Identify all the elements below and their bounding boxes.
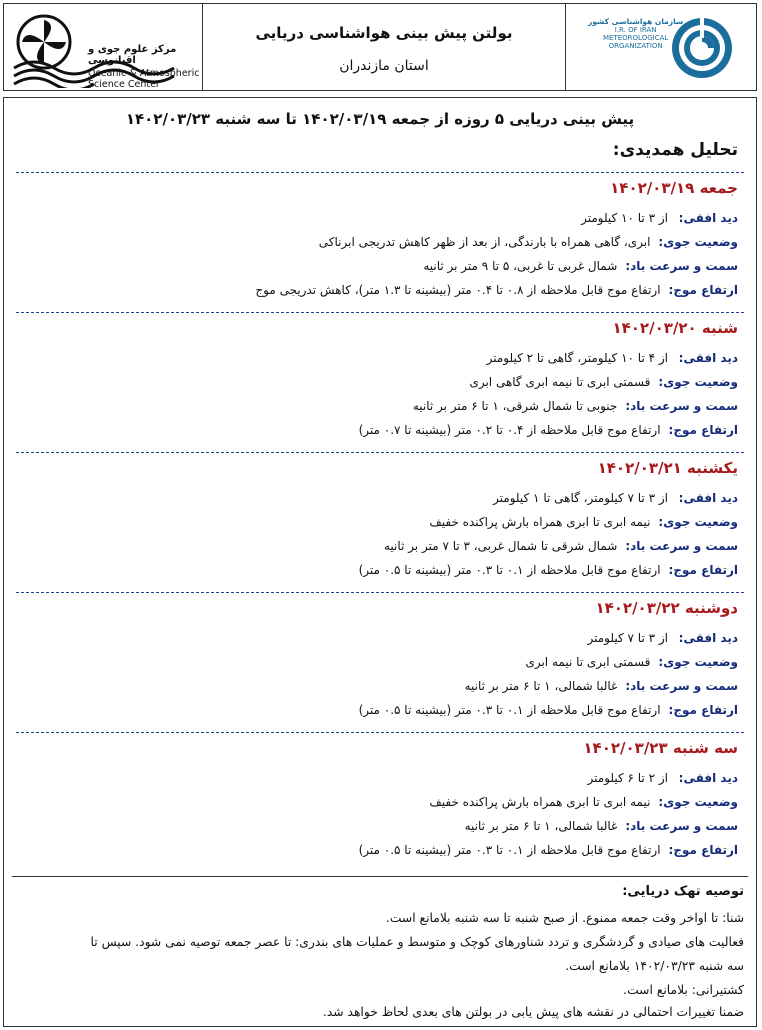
- wave-value: ارتفاع موج قابل ملاحظه از ۰.۱ تا ۰.۳ متر (بیشینه تا ۰.۵ متر): [358, 563, 661, 577]
- wind-value: جنوبی تا شمال شرقی، ۱ تا ۶ متر بر ثانیه: [412, 399, 618, 413]
- wave-row: [255, 283, 738, 297]
- wave-label: ارتفاع موج:: [668, 843, 738, 857]
- wind-row: [413, 399, 738, 413]
- advice-line: شنا: تا اواخر وقت جمعه ممنوع. از صبح شنبه تا سه شنبه بلامانع است.: [385, 911, 744, 925]
- visibility-label: دید افقی:: [678, 631, 738, 645]
- wind-row: [423, 259, 738, 273]
- weather-value: قسمتی ابری تا نیمه ابری: [525, 655, 651, 669]
- visibility-value: از ۴ تا ۱۰ کیلومتر، گاهی تا ۲ کیلومتر: [486, 351, 668, 365]
- visibility-row: [588, 771, 738, 785]
- weather-label: وضعیت جوی:: [658, 655, 738, 669]
- visibility-row: [487, 351, 738, 365]
- weather-label: وضعیت جوی:: [658, 515, 738, 529]
- weather-label: وضعیت جوی:: [658, 235, 738, 249]
- wave-label: ارتفاع موج:: [668, 703, 738, 717]
- header-title-block: [203, 4, 566, 90]
- bulletin-title: بولتن پیش بینی هواشناسی دریایی: [255, 24, 513, 42]
- visibility-value: از ۳ تا ۷ کیلومتر: [587, 631, 668, 645]
- visibility-row: [581, 211, 738, 225]
- visibility-row: [493, 491, 738, 505]
- synoptic-analysis-label: تحلیل همدیدی:: [612, 140, 738, 160]
- wind-row: [465, 679, 738, 693]
- visibility-label: دید افقی:: [678, 211, 738, 225]
- day-forecast-1: [16, 172, 744, 297]
- meteorological-org-name-en-2: METEOROLOGICAL: [603, 34, 669, 42]
- forecast-body: [3, 97, 757, 1027]
- visibility-value: از ۲ تا ۶ کیلومتر: [587, 771, 668, 785]
- meteorological-org-name-fa: سازمان هواشناسی کشور: [588, 17, 684, 26]
- ocean-center-name-en-1: Oceanic & Atmospheric: [88, 68, 200, 79]
- meteorological-org-name-en-3: ORGANIZATION: [608, 42, 663, 50]
- wind-value: شمال غربی تا غربی، ۵ تا ۹ متر بر ثانیه: [423, 259, 618, 273]
- wind-label: سمت و سرعت باد:: [625, 539, 738, 553]
- wave-row: [359, 423, 738, 437]
- day-heading: دوشنبه ۱۴۰۲/۰۳/۲۲: [595, 599, 738, 617]
- weather-row: [319, 235, 738, 249]
- visibility-value: از ۳ تا ۷ کیلومتر، گاهی تا ۱ کیلومتر: [493, 491, 668, 505]
- wave-value: ارتفاع موج قابل ملاحظه از ۰.۱ تا ۰.۳ متر (بیشینه تا ۰.۵ متر): [358, 843, 661, 857]
- ocean-center-name: [88, 44, 202, 90]
- wind-row: [465, 819, 738, 833]
- visibility-row: [588, 631, 738, 645]
- advice-title: توصیه تهک دریایی:: [622, 884, 744, 899]
- day-heading: جمعه ۱۴۰۲/۰۳/۱۹: [610, 179, 738, 197]
- visibility-label: دید افقی:: [678, 771, 738, 785]
- weather-label: وضعیت جوی:: [658, 795, 738, 809]
- day-heading: شنبه ۱۴۰۲/۰۳/۲۰: [612, 319, 738, 337]
- visibility-label: دید افقی:: [678, 491, 738, 505]
- wind-label: سمت و سرعت باد:: [625, 259, 738, 273]
- wind-value: غالبا شمالی، ۱ تا ۶ متر بر ثانیه: [464, 819, 618, 833]
- wave-label: ارتفاع موج:: [668, 563, 738, 577]
- bulletin-header: [3, 3, 757, 91]
- wave-row: [359, 563, 738, 577]
- day-forecast-3: [16, 452, 744, 577]
- day-heading: یکشنبه ۱۴۰۲/۰۳/۲۱: [597, 459, 738, 477]
- wave-value: ارتفاع موج قابل ملاحظه از ۰.۴ تا ۰.۲ متر (بیشینه تا ۰.۷ متر): [358, 423, 661, 437]
- wind-label: سمت و سرعت باد:: [625, 399, 738, 413]
- marine-advice-section: [12, 876, 748, 1019]
- weather-row: [525, 655, 738, 669]
- wave-label: ارتفاع موج:: [668, 423, 738, 437]
- advice-line: ضمنا تغییرات احتمالی در نقشه های پیش یابی در بولتن های بعدی لحاظ خواهد شد.: [322, 1005, 744, 1019]
- wave-row: [359, 703, 738, 717]
- advice-line: سه شنبه ۱۴۰۲/۰۳/۲۳ بلامانع است.: [565, 959, 744, 973]
- province-name: استان مازندران: [339, 58, 429, 74]
- weather-row: [429, 795, 738, 809]
- visibility-value: از ۳ تا ۱۰ کیلومتر: [581, 211, 668, 225]
- wind-value: غالبا شمالی، ۱ تا ۶ متر بر ثانیه: [464, 679, 618, 693]
- weather-value: نیمه ابری تا ابری همراه بارش پراکنده خفیف: [429, 515, 651, 529]
- ocean-center-name-fa: مرکز علوم جوی و اقیانوسی: [88, 44, 177, 66]
- forecast-title: پیش بینی دریایی ۵ روزه از جمعه ۱۴۰۲/۰۳/۱۹ تا سه شنبه ۱۴۰۲/۰۳/۲۳: [125, 110, 635, 128]
- weather-value: ابری، گاهی همراه با بارندگی، از بعد از ظهر کاهش تدریجی ابرناکی: [318, 235, 651, 249]
- meteorological-org-logo-block: [566, 4, 756, 90]
- meteorological-org-logo-icon: [670, 16, 734, 80]
- weather-value: قسمتی ابری تا نیمه ابری گاهی ابری: [469, 375, 651, 389]
- meteorological-org-name-en-1: I.R. OF IRAN: [614, 26, 657, 34]
- advice-line: کشتیرانی: بلامانع است.: [623, 983, 744, 997]
- ocean-center-name-en-2: Science Center: [88, 79, 160, 90]
- wind-value: شمال شرقی تا شمال غربی، ۳ تا ۷ متر بر ثانیه: [383, 539, 618, 553]
- ocean-center-logo-block: [4, 4, 203, 90]
- wind-row: [384, 539, 738, 553]
- wave-row: [359, 843, 738, 857]
- visibility-label: دید افقی:: [678, 351, 738, 365]
- meteorological-org-name: [588, 18, 683, 50]
- wave-value: ارتفاع موج قابل ملاحظه از ۰.۱ تا ۰.۳ متر (بیشینه تا ۰.۵ متر): [358, 703, 661, 717]
- wave-value: ارتفاع موج قابل ملاحظه از ۰.۸ تا ۰.۴ متر (بیشینه تا ۱.۳ متر)، کاهش تدریجی موج: [255, 283, 661, 297]
- weather-row: [429, 515, 738, 529]
- wave-label: ارتفاع موج:: [668, 283, 738, 297]
- day-forecast-4: [16, 592, 744, 717]
- weather-value: نیمه ابری تا ابری همراه بارش پراکنده خفیف: [429, 795, 651, 809]
- weather-label: وضعیت جوی:: [658, 375, 738, 389]
- weather-row: [469, 375, 738, 389]
- wind-label: سمت و سرعت باد:: [625, 679, 738, 693]
- day-forecast-2: [16, 312, 744, 437]
- advice-line: فعالیت های صیادی و گردشگری و تردد شناورهای کوچک و متوسط و عملیات های بندری: تا عصر جمعه توصیه نمی شود. سپس تا: [90, 935, 744, 949]
- day-forecast-5: [16, 732, 744, 857]
- day-heading: سه شنبه ۱۴۰۲/۰۳/۲۳: [583, 739, 738, 757]
- wind-label: سمت و سرعت باد:: [625, 819, 738, 833]
